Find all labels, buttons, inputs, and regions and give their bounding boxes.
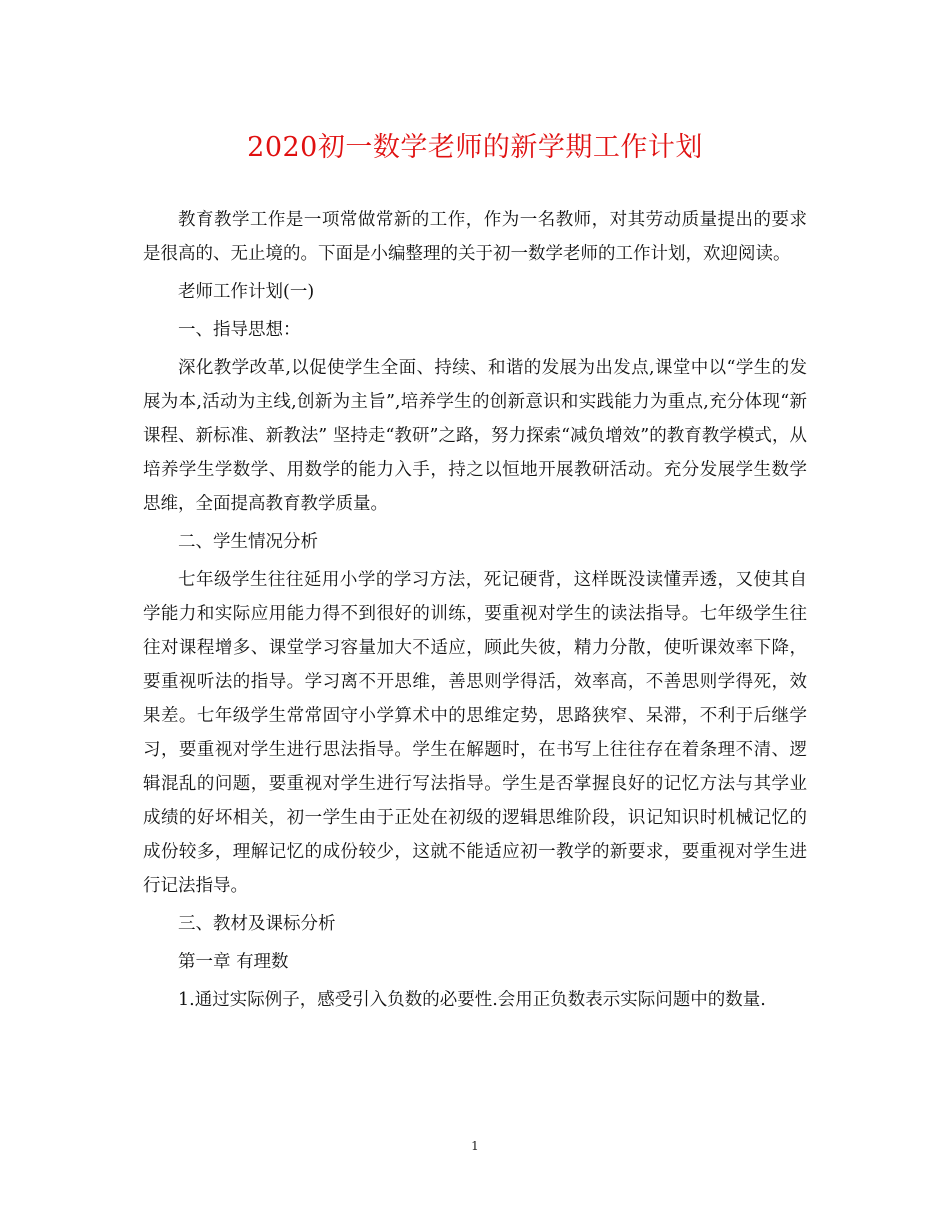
document-body bbox=[143, 203, 807, 1021]
section-heading-textbook-analysis: 三、教材及课标分析 bbox=[178, 914, 336, 934]
page-number: 1 bbox=[471, 1139, 479, 1153]
guiding-thought-paragraph: 深化教学改革,以促使学生全面、持续、和谐的发展为出发点,课堂中以“学生的发展为本,活动为主线,创新为主旨”,培养学生的创新意识和实践能力为重点,充分体现“新课程、新标准、新教法” 坚持走“教研”之路，努力探索“减负增效”的教育教学模式，从培养学生学数学、用数学的能力入手，持之以恒地开展教研活动。充分发展学生数学思维，全面提高教育教学质量。 bbox=[143, 358, 807, 514]
section-heading-plan-one: 老师工作计划(一) bbox=[178, 282, 315, 302]
student-analysis-paragraph: 七年级学生往往延用小学的学习方法，死记硬背，这样既没读懂弄透，又使其自学能力和实际应用能力得不到很好的训练，要重视对学生的读法指导。七年级学生往往对课程增多、课堂学习容量加大不适应，顾此失彼，精力分散，使听课效率下降，要重视听法的指导。学习离不开思维，善思则学得活，效率高，不善思则学得死，效果差。七年级学生常常固守小学算术中的思维定势，思路狭窄、呆滞，不利于后继学习，要重视对学生进行思法指导。学生在解题时，在书写上往往存在着条理不清、逻辑混乱的问题，要重视对学生进行写法指导。学生是否掌握良好的记忆方法与其学业成绩的好坏相关，初一学生由于正处在初级的逻辑思维阶段，识记知识时机械记忆的成份较多，理解记忆的成份较少，这就不能适应初一教学的新要求，要重视对学生进行记法指导。 bbox=[143, 570, 807, 896]
section-heading-guiding-thought: 一、指导思想： bbox=[178, 320, 301, 340]
document-title: 2020初一数学老师的新学期工作计划 bbox=[247, 132, 703, 163]
chapter-item-1: 1.通过实际例子，感受引入负数的必要性.会用正负数表示实际问题中的数量. bbox=[178, 990, 766, 1010]
intro-paragraph: 教育教学工作是一项常做常新的工作，作为一名教师，对其劳动质量提出的要求是很高的、无止境的。下面是小编整理的关于初一数学老师的工作计划，欢迎阅读。 bbox=[143, 210, 807, 264]
section-heading-student-analysis: 二、学生情况分析 bbox=[178, 532, 318, 552]
chapter-heading: 第一章 有理数 bbox=[178, 952, 289, 972]
